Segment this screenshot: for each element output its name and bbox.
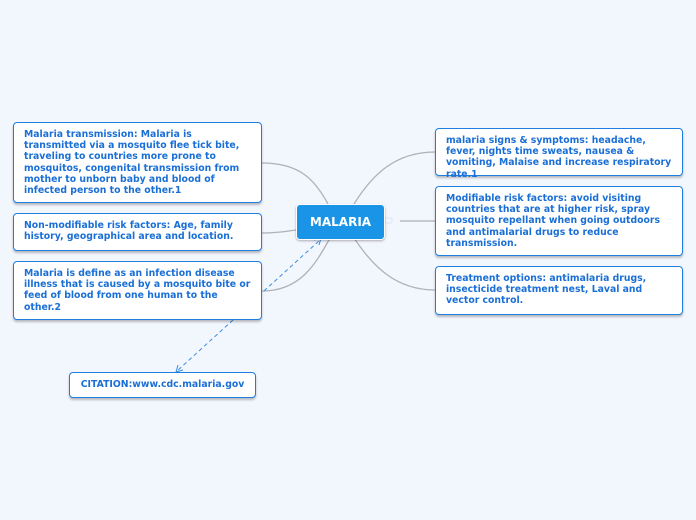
link-definition (262, 238, 330, 291)
node-text: Treatment options: antimalaria drugs, insecticide treatment nest, Laval and vector control. (446, 273, 647, 307)
node-text: Non-modifiable risk factors: Age, family history, geographical area and location. (24, 220, 234, 243)
node-text: Malaria transmission: Malaria is transmitted via a mosquito flee tick bite, traveling to countries more prone to mosquitos, congenital transmission from mother to unborn baby and blood of infected person to the other.1 (24, 129, 240, 197)
link-transmission (262, 163, 328, 204)
node-signs-symptoms[interactable] (435, 128, 683, 180)
node-text: Modifiable risk factors: avoid visiting countries that are at higher risk, spray mosquito repellant when going outdoors and antimalarial drugs to reduce transmission. (446, 193, 661, 249)
node-non-modifiable-risk[interactable] (13, 213, 262, 251)
node-modifiable-risk[interactable] (435, 186, 683, 256)
node-text: CITATION:www.cdc.malaria.gov (80, 379, 245, 391)
link-icon (385, 218, 392, 223)
node-text: Malaria is define as an infection disease illness that is caused by a mosquito bite or feed of blood from one human to the other.2 (24, 268, 251, 313)
node-text: malaria signs & symptoms: headache, fever, nights time sweats, nausea & vomiting, Malaise and increase respiratory rate.1 (446, 135, 672, 180)
node-definition[interactable] (13, 261, 262, 320)
link-non-modifiable (262, 230, 296, 233)
node-citation[interactable] (69, 372, 256, 398)
node-treatment[interactable] (435, 266, 683, 315)
link-treatment (354, 238, 435, 290)
central-topic[interactable]: MALARIA (296, 204, 385, 240)
node-transmission[interactable] (13, 122, 262, 203)
link-signs (354, 152, 435, 204)
dashed-arrow-to-citation (177, 320, 233, 371)
